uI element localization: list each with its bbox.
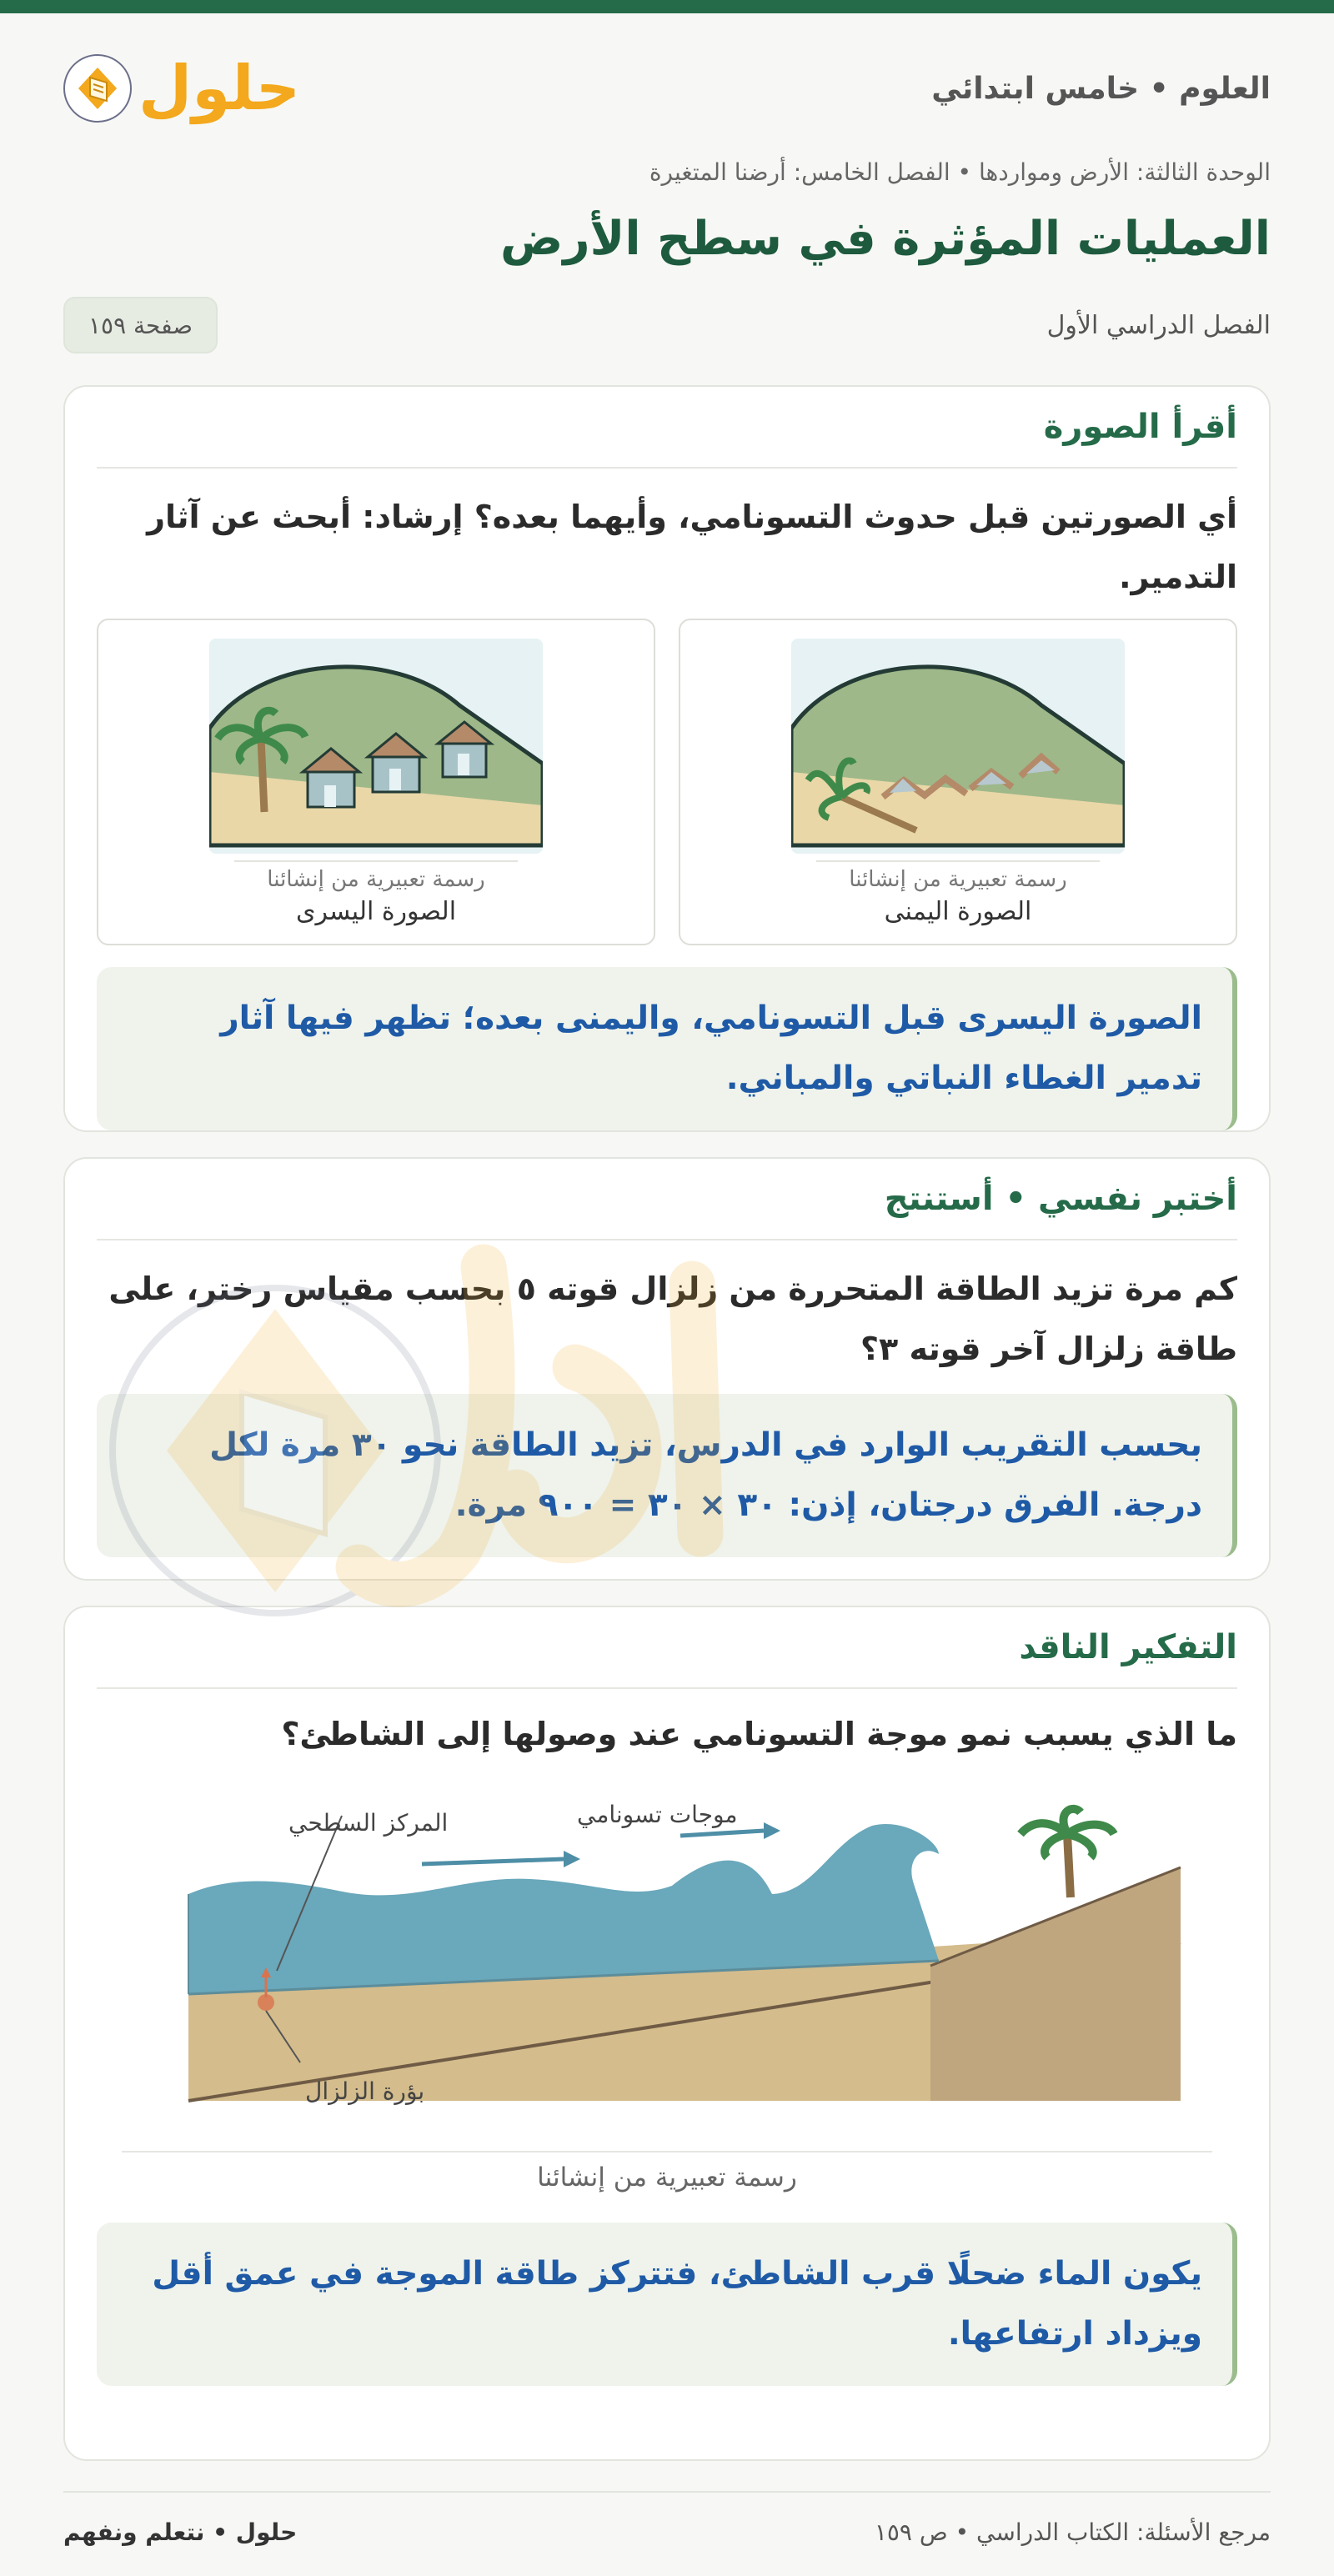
semester-label: الفصل الدراسي الأول [1046, 310, 1271, 340]
page-footer [63, 2491, 1271, 2571]
after-tsunami-illustration [791, 639, 1125, 854]
answer-box: بحسب التقريب الوارد في الدرس، تزيد الطاقة نحو ٣٠ مرة لكل درجة. الفرق درجتان، إذن: ٣٠ × ٣٠ = ٩٠٠ مرة. [97, 1394, 1237, 1557]
critical-thinking-card [63, 1606, 1271, 2461]
logo-wordmark: حلول [138, 53, 301, 124]
left-image-panel [97, 619, 655, 945]
palm-tree-icon [1021, 1809, 1114, 1897]
answer-box: يكون الماء ضحلًا قرب الشاطئ، فتتركز طاقة الموجة في عمق أقل ويزداد ارتفاعها. [97, 2223, 1237, 2386]
section-heading: التفكير الناقد [97, 1607, 1237, 1689]
breadcrumb: الوحدة الثالثة: الأرض ومواردها • الفصل الخامس: أرضنا المتغيرة [649, 158, 1271, 186]
question-text: ما الذي يسبب نمو موجة التسونامي عند وصولها إلى الشاطئ؟ [281, 1716, 1237, 1752]
top-accent-bar [0, 0, 1334, 13]
footer-brand: حلول • نتعلم ونفهم [63, 2518, 298, 2546]
image-credit: رسمة تعبيرية من إنشائنا [816, 860, 1100, 892]
wave-arrow-icon [422, 1851, 580, 1867]
meta-row [63, 297, 1271, 353]
diagram-credit: رسمة تعبيرية من إنشائنا [122, 2151, 1212, 2193]
label-tsunami-waves: موجات تسونامي [577, 1801, 738, 1828]
read-image-card [63, 385, 1271, 1132]
tsunami-diagram [97, 1767, 1237, 2151]
label-epicenter: المركز السطحي [288, 1809, 449, 1837]
section-heading: أقرأ الصورة [97, 387, 1237, 469]
image-credit: رسمة تعبيرية من إنشائنا [234, 860, 518, 892]
image-caption: الصورة اليسرى [295, 897, 457, 926]
subject-label: العلوم • خامس ابتدائي [931, 71, 1271, 106]
question-text: أي الصورتين قبل حدوث التسونامي، وأيهما بعده؟ إرشاد: أبحث عن آثار التدمير. [147, 499, 1237, 595]
book-logo-icon [63, 54, 132, 123]
right-image-panel [679, 619, 1237, 945]
site-logo[interactable] [63, 54, 300, 123]
beach-slope [930, 1867, 1181, 2101]
image-pair [97, 619, 1237, 945]
label-earthquake-focus: بؤرة الزلزال [305, 2077, 425, 2105]
self-test-card [63, 1157, 1271, 1581]
page-header [63, 43, 1271, 133]
answer-box: الصورة اليسرى قبل التسونامي، واليمنى بعده؛ تظهر فيها آثار تدمير الغطاء النباتي والمباني. [97, 967, 1237, 1130]
section-heading: أختبر نفسي • أستنتج [97, 1159, 1237, 1240]
image-caption: الصورة اليمنى [884, 897, 1032, 926]
page-number-badge: صفحة ١٥٩ [63, 297, 218, 353]
footer-source: مرجع الأسئلة: الكتاب الدراسي • ص ١٥٩ [874, 2518, 1271, 2546]
page-title: العمليات المؤثرة في سطح الأرض [500, 212, 1271, 266]
question-text: كم مرة تزيد الطاقة المتحررة من زلزال قوته ٥ بحسب مقياس رختر، على طاقة زلزال آخر قوته ٣؟ [108, 1270, 1237, 1367]
earthquake-focus-icon [258, 1994, 274, 2011]
before-tsunami-illustration [209, 639, 543, 854]
